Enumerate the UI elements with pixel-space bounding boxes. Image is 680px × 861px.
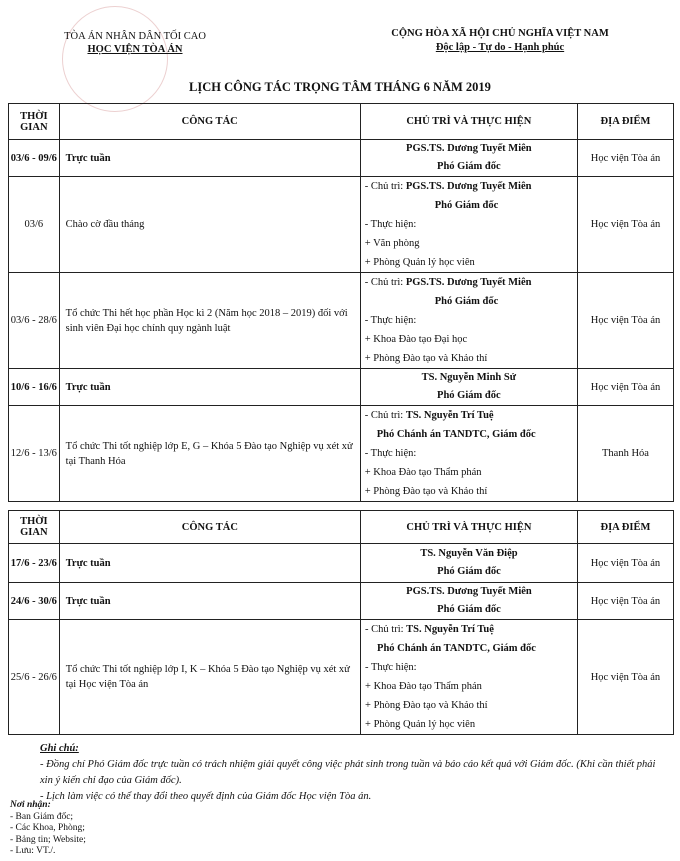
- row-task: Trực tuần: [59, 583, 360, 620]
- national-header: [350, 27, 650, 55]
- table-row: [9, 177, 674, 273]
- row-task: Tổ chức Thi hết học phần Học kì 2 (Năm học 2018 – 2019) đối với sinh viên Đại học chính quy ngành luật: [59, 273, 360, 369]
- exec-item: + Khoa Đào tạo Thẩm phán: [365, 681, 482, 692]
- note-item: - Đồng chí Phó Giám đốc trực tuần có trách nhiệm giải quyết công việc phát sinh trong tuần và báo cáo kết quả với Giám đốc. (Khi cần thiết phải xin ý kiến chỉ đạo của Giám đốc).: [40, 759, 656, 786]
- table-row: [9, 544, 674, 583]
- row-place: Học viện Tòa án: [577, 544, 673, 583]
- row-date: 03/6: [9, 177, 60, 273]
- row-date: 10/6 - 16/6: [9, 369, 60, 406]
- national-title: CỘNG HÒA XÃ HỘI CHỦ NGHĨA VIỆT NAM: [391, 28, 609, 39]
- row-lead: [360, 140, 577, 177]
- recipient-item: - Lưu: VT./.: [10, 846, 56, 856]
- col-task: CÔNG TÁC: [59, 104, 360, 140]
- table-header-row: [9, 511, 674, 544]
- chair-line: [361, 406, 577, 425]
- table-row: [9, 273, 674, 369]
- col-task: CÔNG TÁC: [59, 511, 360, 544]
- lead-name: PGS.TS. Dương Tuyết Miên: [406, 143, 532, 154]
- issuer-parent: TÒA ÁN NHÂN DÂN TỐI CAO: [64, 31, 206, 42]
- row-task: Tổ chức Thi tốt nghiệp lớp E, G – Khóa 5 Đào tạo Nghiệp vụ xét xử tại Thanh Hóa: [59, 406, 360, 502]
- row-task: Chào cờ đầu tháng: [59, 177, 360, 273]
- col-time: THỜI GIAN: [9, 511, 60, 544]
- lead-name: TS. Nguyễn Văn Điệp: [420, 548, 518, 559]
- exec-item: + Phòng Quản lý học viên: [364, 257, 475, 268]
- exec-label: - Thực hiện:: [364, 448, 417, 459]
- table-row: [9, 620, 674, 735]
- row-lead: [360, 177, 577, 273]
- row-place: Học viện Tòa án: [577, 369, 673, 406]
- row-place: Học viện Tòa án: [577, 583, 673, 620]
- row-date: 03/6 - 28/6: [9, 273, 60, 369]
- lead-role: Phó Giám đốc: [437, 604, 501, 615]
- chair-label: - Chủ trì:: [364, 410, 404, 421]
- col-place: ĐỊA ĐIỂM: [577, 511, 673, 544]
- schedule-table-2: [8, 510, 674, 735]
- chair-role: Phó Chánh án TANDTC, Giám đốc: [377, 643, 536, 654]
- row-lead: [360, 369, 577, 406]
- row-date: 24/6 - 30/6: [9, 583, 60, 620]
- table-row: [9, 583, 674, 620]
- row-date: 12/6 - 13/6: [9, 406, 60, 502]
- table-header-row: [9, 104, 674, 140]
- row-place: Học viện Tòa án: [577, 273, 673, 369]
- exec-label: - Thực hiện:: [364, 219, 417, 230]
- row-date: 03/6 - 09/6: [9, 140, 60, 177]
- col-place: ĐỊA ĐIỂM: [577, 104, 673, 140]
- chair-name: TS. Nguyễn Trí Tuệ: [406, 624, 494, 635]
- official-seal: [62, 6, 168, 112]
- note-item: - Lịch làm việc có thể thay đổi theo quyết định của Giám đốc Học viện Tòa án.: [40, 791, 372, 802]
- row-task: Trực tuần: [59, 544, 360, 583]
- exec-item: + Phòng Quản lý học viên: [365, 719, 476, 730]
- national-motto: Độc lập - Tự do - Hạnh phúc: [435, 42, 565, 53]
- chair-role: Phó Giám đốc: [434, 296, 499, 307]
- table-row: [9, 140, 674, 177]
- recipient-item: - Các Khoa, Phòng;: [10, 823, 85, 833]
- exec-item: + Phòng Đào tạo và Khảo thí: [364, 353, 488, 364]
- row-place: Học viện Tòa án: [577, 620, 673, 735]
- row-date: 25/6 - 26/6: [9, 620, 60, 735]
- chair-label: - Chủ trì:: [364, 181, 404, 192]
- recipient-item: - Bảng tin; Website;: [10, 834, 86, 845]
- chair-role: Phó Giám đốc: [434, 200, 499, 211]
- row-lead: [361, 620, 578, 735]
- row-task: Tổ chức Thi tốt nghiệp lớp I, K – Khóa 5 Đào tạo Nghiệp vụ xét xử tại Học viện Tòa án: [59, 620, 360, 735]
- row-task: Trực tuần: [59, 369, 360, 406]
- exec-item: + Khoa Đào tạo Thẩm phán: [364, 467, 482, 478]
- schedule-table-1: [8, 103, 674, 502]
- exec-item: + Phòng Đào tạo và Khảo thí: [364, 486, 488, 497]
- exec-item: + Khoa Đào tạo Đại học: [364, 334, 468, 345]
- issuer-header: [40, 30, 230, 56]
- row-place: Học viện Tòa án: [577, 140, 673, 177]
- lead-role: Phó Giám đốc: [437, 161, 501, 172]
- chair-name: TS. Nguyễn Trí Tuệ: [405, 410, 494, 421]
- row-lead: [361, 583, 578, 620]
- lead-name: TS. Nguyễn Minh Sử: [421, 372, 517, 383]
- col-lead: CHỦ TRÌ VÀ THỰC HIỆN: [360, 104, 577, 140]
- exec-item: + Phòng Đào tạo và Khảo thí: [365, 700, 488, 711]
- col-time: THỜI GIAN: [9, 104, 60, 140]
- row-date: 17/6 - 23/6: [9, 544, 60, 583]
- row-place: Thanh Hóa: [577, 406, 673, 502]
- lead-name: PGS.TS. Dương Tuyết Miên: [406, 586, 532, 597]
- chair-line: [361, 177, 577, 196]
- chair-line: [361, 620, 577, 639]
- row-lead: [361, 544, 578, 583]
- row-task: Trực tuần: [59, 140, 360, 177]
- col-lead: CHỦ TRÌ VÀ THỰC HIỆN: [361, 511, 578, 544]
- issuer-name: HỌC VIỆN TÒA ÁN: [87, 44, 183, 55]
- notes-section: [40, 741, 660, 805]
- recipients-heading: Nơi nhận:: [10, 800, 51, 810]
- recipient-item: - Ban Giám đốc;: [10, 811, 74, 822]
- exec-item: + Văn phòng: [364, 238, 420, 249]
- notes-heading: Ghi chú:: [40, 743, 79, 754]
- row-lead: [360, 273, 577, 369]
- chair-line: [361, 273, 577, 292]
- chair-label: - Chủ trì:: [365, 624, 404, 635]
- lead-role: Phó Giám đốc: [437, 566, 501, 577]
- chair-label: - Chủ trì:: [364, 277, 404, 288]
- exec-label: - Thực hiện:: [364, 315, 417, 326]
- recipients-section: [10, 800, 310, 858]
- chair-role: Phó Chánh án TANDTC, Giám đốc: [376, 429, 536, 440]
- row-place: Học viện Tòa án: [577, 177, 673, 273]
- lead-role: Phó Giám đốc: [437, 390, 501, 401]
- exec-label: - Thực hiện:: [365, 662, 417, 673]
- row-lead: [360, 406, 577, 502]
- table-row: [9, 406, 674, 502]
- chair-name: PGS.TS. Dương Tuyết Miên: [405, 181, 532, 192]
- table-row: [9, 369, 674, 406]
- document-title: LỊCH CÔNG TÁC TRỌNG TÂM THÁNG 6 NĂM 2019: [189, 80, 491, 94]
- chair-name: PGS.TS. Dương Tuyết Miên: [405, 277, 532, 288]
